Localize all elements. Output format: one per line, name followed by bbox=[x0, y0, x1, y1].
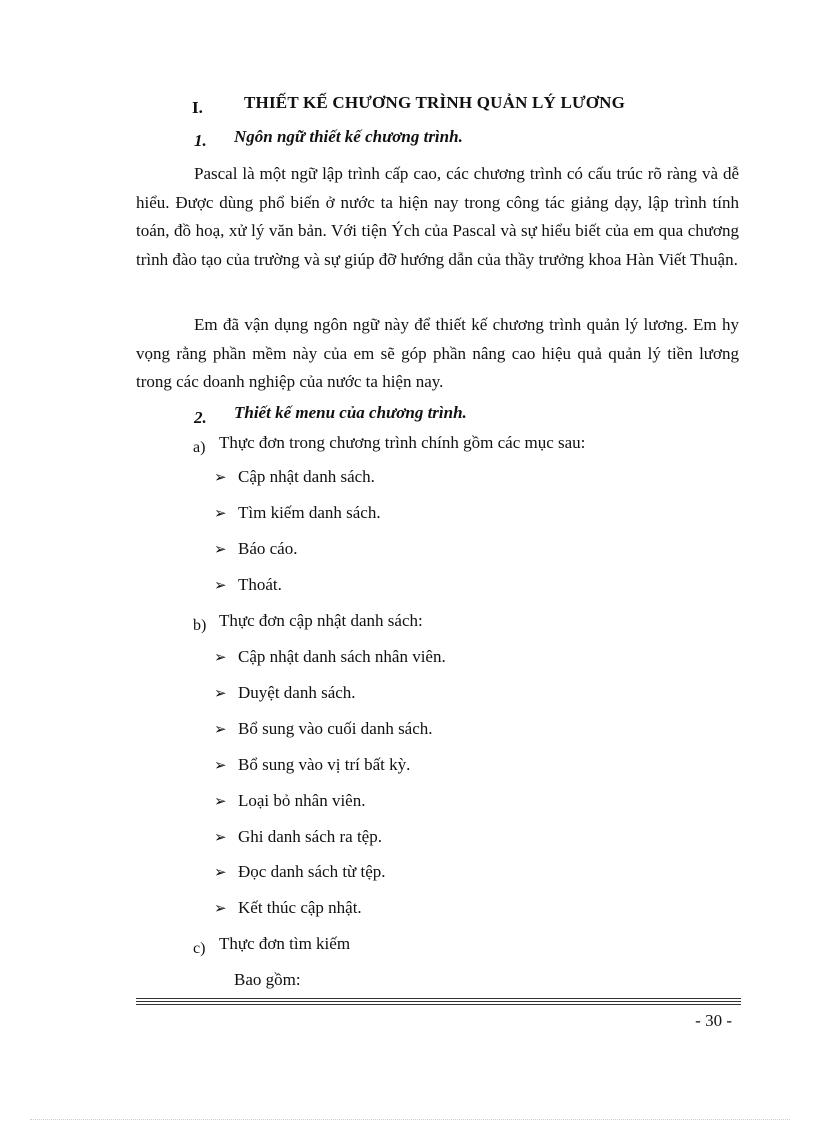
list-item-text: Kết thúc cập nhật. bbox=[238, 898, 362, 917]
sub-a-letter: a) bbox=[193, 439, 206, 456]
list-item-text: Cập nhật danh sách nhân viên. bbox=[238, 647, 446, 666]
list-item-text: Thoát. bbox=[238, 575, 282, 594]
arrow-bullet-icon: ➢ bbox=[214, 756, 227, 774]
arrow-bullet-icon: ➢ bbox=[214, 648, 227, 666]
section1-number: 1. bbox=[194, 131, 207, 150]
arrow-bullet-icon: ➢ bbox=[214, 863, 227, 881]
heading1-title: THIẾT KẾ CHƯƠNG TRÌNH QUẢN LÝ LƯƠNG bbox=[244, 93, 626, 112]
arrow-bullet-icon: ➢ bbox=[214, 899, 227, 917]
section1-paragraph1: Pascal là một ngữ lập trình cấp cao, các chương trình có cấu trúc rõ ràng và dễ hiểu. Được dùng phổ biến ở nước ta hiện nay trong công tác giảng dạy, lập trình tính toán, đồ hoạ, xử lý văn bản. Với tiện Ých của Pascal và sự hiểu biết của em qua chương trình đào tạo của trường và sự giúp đỡ hướng dẫn của thầy trưởng khoa Hàn Viết Thuận. bbox=[136, 164, 739, 269]
list-item-text: Loại bỏ nhân viên. bbox=[238, 791, 366, 810]
section2-title: Thiết kế menu của chương trình. bbox=[234, 403, 467, 422]
sub-c-text: Thực đơn tìm kiếm bbox=[219, 934, 351, 953]
arrow-bullet-icon: ➢ bbox=[214, 792, 227, 810]
arrow-bullet-icon: ➢ bbox=[214, 720, 227, 738]
arrow-bullet-icon: ➢ bbox=[214, 684, 227, 702]
sub-c-letter: c) bbox=[193, 940, 206, 957]
section1-title: Ngôn ngữ thiết kế chương trình. bbox=[234, 127, 463, 146]
section1-paragraph2: Em đã vận dụng ngôn ngữ này để thiết kế chương trình quản lý lương. Em hy vọng rằng phần mềm này của em sẽ góp phần nâng cao hiệu quả quản lý tiền lương trong các doanh nghiệp của nước ta hiện nay. bbox=[136, 315, 739, 391]
list-item bbox=[214, 467, 375, 487]
sub-b-letter: b) bbox=[193, 617, 207, 634]
list-item-text: Tìm kiếm danh sách. bbox=[238, 503, 381, 522]
footer-rule-top bbox=[136, 998, 741, 999]
list-item bbox=[214, 647, 446, 667]
arrow-bullet-icon: ➢ bbox=[214, 576, 227, 594]
list-item bbox=[214, 503, 381, 523]
list-item bbox=[214, 575, 282, 595]
page-number: - 30 - bbox=[695, 1011, 732, 1030]
list-item bbox=[214, 719, 433, 739]
list-item bbox=[214, 827, 382, 847]
section2-number: 2. bbox=[194, 408, 207, 427]
list-item-text: Bổ sung vào cuối danh sách. bbox=[238, 719, 433, 738]
list-item bbox=[214, 539, 297, 559]
list-item-text: Duyệt danh sách. bbox=[238, 683, 356, 702]
arrow-bullet-icon: ➢ bbox=[214, 828, 227, 846]
footer-rule-middle bbox=[136, 1001, 741, 1002]
list-item bbox=[214, 755, 410, 775]
list-item-text: Báo cáo. bbox=[238, 539, 298, 558]
list-item bbox=[214, 791, 365, 811]
footer-rule-bottom bbox=[136, 1004, 741, 1005]
arrow-bullet-icon: ➢ bbox=[214, 504, 227, 522]
list-item-text: Cập nhật danh sách. bbox=[238, 467, 375, 486]
list-item bbox=[214, 683, 356, 703]
sub-b-text: Thực đơn cập nhật danh sách: bbox=[219, 611, 423, 630]
list-item-text: Đọc danh sách từ tệp. bbox=[238, 862, 386, 881]
list-item-text: Bổ sung vào vị trí bất kỳ. bbox=[238, 755, 411, 774]
sub-c-includes: Bao gồm: bbox=[234, 970, 301, 989]
arrow-bullet-icon: ➢ bbox=[214, 540, 227, 558]
list-item bbox=[214, 898, 362, 918]
page-edge-dotted-line bbox=[30, 1119, 790, 1120]
list-item bbox=[214, 862, 386, 882]
heading1-number: I. bbox=[192, 98, 203, 117]
list-item-text: Ghi danh sách ra tệp. bbox=[238, 827, 382, 846]
sub-a-text: Thực đơn trong chương trình chính gồm các mục sau: bbox=[219, 433, 586, 452]
arrow-bullet-icon: ➢ bbox=[214, 468, 227, 486]
